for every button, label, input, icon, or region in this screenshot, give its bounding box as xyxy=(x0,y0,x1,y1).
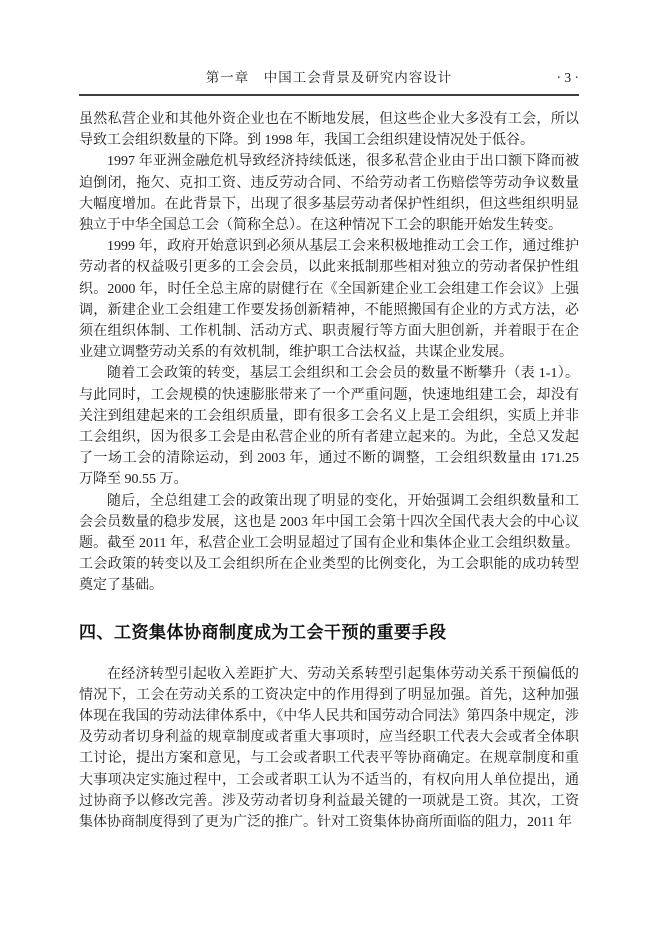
body-paragraph: 1999 年，政府开始意识到必须从基层工会来积极地推动工会工作，通过维护劳动者的权益吸引更多的工会会员，以此来抵制那些相对独立的劳动者保护性组织。2000 年，时任全总主席的尉健行在《全国新建企业工会组建工作会议》上强调，新建企业工会组建工作要发扬创新精神，不能照搬国有企业的方式方法，必须在组织体制、工作机制、活动方式、职责履行等方面大胆创新，并着眼于在企业建立调整劳动关系的有效机制，维护职工合法权益，共谋企业发展。 xyxy=(79,239,579,361)
continuation-paragraph: 虽然私营企业和其他外资企业也在不断地发展，但这些企业大多没有工会，所以导致工会组织数量的下降。到 1998 年，我国工会组织建设情况处于低谷。 xyxy=(79,112,579,149)
section-heading: 四、工资集体协商制度成为工会干预的重要手段 xyxy=(79,622,447,642)
body-paragraph: 随着工会政策的转变，基层工会组织和工会会员的数量不断攀升（表 1-1）。与此同时，工会规模的快速膨胀带来了一个严重问题，快速地组建工会，却没有关注到组建起来的工会组织质量，即有很多工会名义上是工会组织，实质上并非工会组织，因为很多工会是由私营企业的所有者建立起来的。为此，全总又发起了一场工会的清除运动，到 2003 年，通过不断的调整，工会组织数量由 171.25 万降至 90.55 万。 xyxy=(79,366,579,488)
chapter-title: 第一章 中国工会背景及研究内容设计 xyxy=(205,70,453,85)
body-paragraph: 随后，全总组建工会的政策出现了明显的变化，开始强调工会组织数量和工会会员数量的稳步发展，这也是 2003 年中国工会第十四次全国代表大会的中心议题。截至 2011 年，私营企业工会明显超过了国有企业和集体企业工会组织数量。工会政策的转变以及工会组织所在企业类型的比例变化，为工会职能的成功转型奠定了基础。 xyxy=(79,493,579,594)
body-text xyxy=(79,96,579,833)
running-header xyxy=(79,0,579,96)
body-paragraph: 在经济转型引起收入差距扩大、劳动关系转型引起集体劳动关系干预偏低的情况下，工会在劳动关系的工资决定中的作用得到了明显加强。首先，这种加强体现在我国的劳动法律体系中，《中华人民共和国劳动合同法》第四条中规定，涉及劳动者切身利益的规章制度或者重大事项时，应当经职工代表大会或者全体职工讨论，提出方案和意见，与工会或者职工代表平等协商确定。在规章制度和重大事项决定实施过程中，工会或者职工认为不适当的，有权向用人单位提出，通过协商予以修改完善。涉及劳动者切身利益最关键的一项就是工资。其次，工资集体协商制度得到了更为广泛的推广。针对工资集体协商所面临的阻力，2011 年 xyxy=(79,666,579,831)
body-paragraph: 1997 年亚洲金融危机导致经济持续低迷，很多私营企业由于出口额下降而被迫倒闭，拖欠、克扣工资、违反劳动合同、不给劳动者工伤赔偿等劳动争议数量大幅度增加。在此背景下，出现了很多基层劳动者保护性组织，但这些组织明显独立于中华全国总工会（简称全总）。在这种情况下工会的职能开始发生转变。 xyxy=(79,154,579,234)
page-number: · 3 · xyxy=(556,70,579,85)
